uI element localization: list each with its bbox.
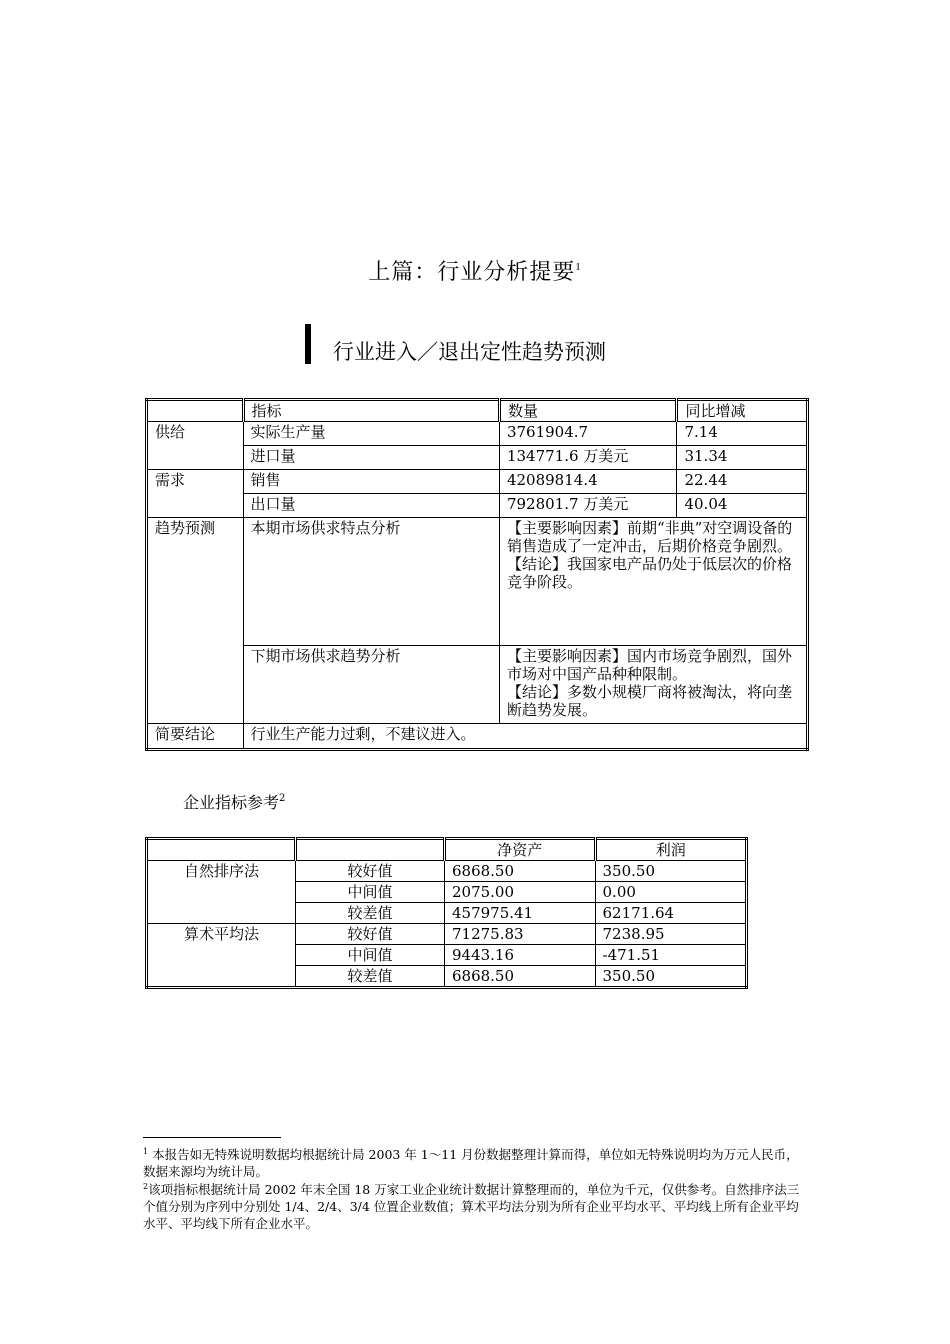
empty-header-cell — [147, 839, 296, 861]
footnote-mark: 1 — [143, 1147, 149, 1156]
trend-current-conclusion: 【结论】我国家电产品仍处于低层次的价格竞争阶段。 — [506, 555, 792, 591]
header-quantity: 数量 — [499, 400, 677, 422]
row-yoy: 22.44 — [677, 470, 808, 494]
table-row — [147, 422, 808, 446]
footnote-1 — [143, 1143, 808, 1180]
row-assets: 457975.41 — [444, 903, 595, 924]
table-header-row — [147, 400, 808, 422]
row-yoy: 7.14 — [677, 422, 808, 446]
row-level: 较差值 — [296, 903, 445, 924]
table-row — [147, 518, 808, 646]
row-assets: 2075.00 — [444, 882, 595, 903]
row-level: 较好值 — [296, 861, 445, 882]
row-level: 较差值 — [296, 966, 445, 988]
empty-header-cell — [296, 839, 445, 861]
enterprise-indicator-table — [145, 837, 748, 989]
row-level: 中间值 — [296, 945, 445, 966]
method-natural-sort: 自然排序法 — [147, 861, 296, 924]
table-row — [147, 470, 808, 494]
footnote-separator — [143, 1137, 281, 1138]
row-assets: 6868.50 — [444, 966, 595, 988]
supply-label: 供给 — [147, 422, 244, 470]
trend-next-conclusion: 【结论】多数小规模厂商将被淘汰，将向垄断趋势发展。 — [506, 683, 792, 719]
footnote-text: 本报告如无特殊说明数据均根据统计局 2003 年 1～11 月份数据整理计算而得，单位如无特殊说明均为万元人民币，数据来源均为统计局。 — [143, 1147, 799, 1179]
section-heading — [305, 318, 606, 364]
row-profit: -471.51 — [595, 945, 746, 966]
row-name: 销售 — [243, 470, 499, 494]
method-arithmetic-mean: 算术平均法 — [147, 924, 296, 988]
footnote-2 — [143, 1178, 808, 1232]
row-assets: 9443.16 — [444, 945, 595, 966]
row-yoy: 40.04 — [677, 494, 808, 518]
row-profit: 7238.95 — [595, 924, 746, 945]
trend-next-factor: 【主要影响因素】国内市场竞争剧烈，国外市场对中国产品种种限制。 — [506, 647, 792, 683]
subheading-text: 企业指标参考 — [183, 793, 280, 812]
trend-next-analysis — [499, 646, 807, 724]
trend-label: 趋势预测 — [147, 518, 244, 724]
row-level: 中间值 — [296, 882, 445, 903]
table-row — [147, 724, 808, 750]
row-qty: 42089814.4 — [499, 470, 677, 494]
row-qty: 3761904.7 — [499, 422, 677, 446]
row-name: 进口量 — [243, 446, 499, 470]
header-yoy: 同比增减 — [677, 400, 808, 422]
section-heading-text: 行业进入／退出定性趋势预测 — [333, 340, 606, 364]
table-header-row — [147, 839, 747, 861]
demand-label: 需求 — [147, 470, 244, 518]
empty-header-cell — [147, 400, 244, 422]
row-assets: 6868.50 — [444, 861, 595, 882]
conclusion-label: 简要结论 — [147, 724, 244, 750]
table-row — [147, 924, 747, 945]
table-row — [147, 446, 808, 470]
footnote-ref-2: 2 — [279, 793, 286, 804]
trend-next-label: 下期市场供求趋势分析 — [243, 646, 499, 724]
table-row — [147, 646, 808, 724]
row-assets: 71275.83 — [444, 924, 595, 945]
row-profit: 350.50 — [595, 861, 746, 882]
footnote-text: 该项指标根据统计局 2002 年末全国 18 万家工业企业统计数据计算整理而的，单位为千元，仅供参考。自然排序法三个值分别为序列中分别处 1/4、2/4、3/4 位置企业数值；算术平均法分别为所有企业平均水平、平均线上所有企业平均水平、平均线下所有企业水平。 — [143, 1182, 800, 1231]
row-profit: 62171.64 — [595, 903, 746, 924]
industry-forecast-table — [145, 398, 809, 751]
page-title-text: 上篇：行业分析提要 — [368, 260, 576, 285]
subheading — [183, 790, 285, 813]
trend-current-analysis — [499, 518, 807, 646]
header-indicator: 指标 — [243, 400, 499, 422]
section-marker-bar — [305, 324, 311, 364]
row-qty: 792801.7 万美元 — [499, 494, 677, 518]
footnote-mark: 2 — [143, 1182, 149, 1191]
row-qty: 134771.6 万美元 — [499, 446, 677, 470]
table-row — [147, 861, 747, 882]
row-profit: 350.50 — [595, 966, 746, 988]
trend-current-label: 本期市场供求特点分析 — [243, 518, 499, 646]
header-profit: 利润 — [595, 839, 746, 861]
header-net-assets: 净资产 — [444, 839, 595, 861]
row-name: 实际生产量 — [243, 422, 499, 446]
row-name: 出口量 — [243, 494, 499, 518]
footnote-ref-1: 1 — [575, 261, 582, 273]
row-profit: 0.00 — [595, 882, 746, 903]
row-level: 较好值 — [296, 924, 445, 945]
trend-current-factor: 【主要影响因素】前期“非典”对空调设备的销售造成了一定冲击，后期价格竞争剧烈。 — [506, 519, 793, 555]
row-yoy: 31.34 — [677, 446, 808, 470]
conclusion-text: 行业生产能力过剩，不建议进入。 — [243, 724, 807, 750]
page-title — [0, 255, 950, 286]
table-row — [147, 494, 808, 518]
